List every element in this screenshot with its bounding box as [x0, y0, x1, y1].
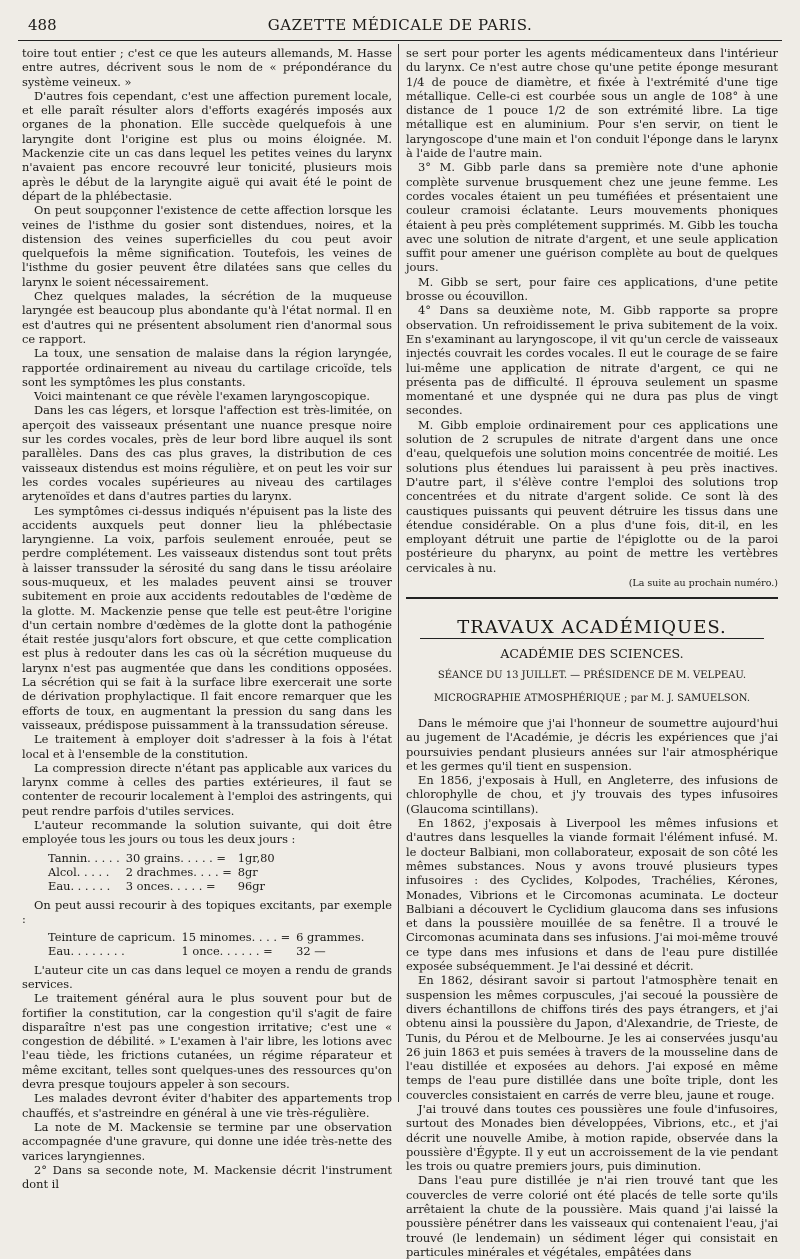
ingredient: Tannin. . . . .	[48, 850, 120, 865]
academy-heading: ACADÉMIE DES SCIENCES.	[500, 646, 684, 662]
paragraph: Le traitement général aura le plus souvent pour but de fortifier la constitution, car la congestion qu'il s'agit de faire disparaître n'est pas une congestion irritative; c'est une « congestion de débilité. » L'examen à l'air libre, les lotions avec l'eau tiède, les frictions cutanées, un régime réparateur et même excitant, telles sont quelques-unes des ressources qu'on devra presque toujours appeler à son secours.	[22, 991, 392, 1092]
recipe-row	[48, 851, 281, 865]
ingredient: Eau. . . . . .	[48, 879, 111, 894]
paragraph: La compression directe n'étant pas applicable aux varices du larynx comme à celles des parties extérieures, il faut se contenter de recourir localement à l'emploi des astringents, qui peut rendre parfois d'utiles services.	[22, 760, 392, 818]
recipe-table-1	[48, 851, 281, 894]
paragraph: 4° Dans sa deuxième note, M. Gibb rapporte sa propre observation. Un refroidissement le priva subitement de la voix. En s'examinant au laryngoscope, il vit qu'un cercle de vaisseaux injectés couvrait les cordes vocales. Il eut le courage de se faire lui-même une application de nitrate d'argent, ce qui ne présenta pas de difficulté. Il éprouva seulement un spasme momentané et une dyspnée qui ne dura pas plus de vingt secondes.	[406, 303, 778, 418]
paragraph: D'autres fois cependant, c'est une affection purement locale, et elle paraît résulter alors d'efforts exagérés imposés aux organes de la phonation. Elle succède quelquefois à une laryngite dont l'origine est plus ou moins éloignée. M. Mackenzie cite un cas dans lequel les petites veines du larynx n'avaient pas encore recouvré leur tonicité, plusieurs mois après le début de la laryngite aiguë qui avait été le point de départ de la phlébectasie.	[22, 88, 392, 203]
left-column	[22, 46, 392, 1191]
paragraph: La toux, une sensation de malaise dans la région laryngée, rapportée ordinairement au niveau du cartilage cricoïde, tels sont les symptômes les plus constants.	[22, 346, 392, 389]
quantity: 1 once. . . . . . =	[181, 944, 273, 959]
paragraph: toire tout entier ; c'est ce que les auteurs allemands, M. Hasse entre autres, décrivent sous le nom de « prépondérance du système veineux. »	[22, 46, 392, 89]
paragraph: M. Gibb emploie ordinairement pour ces applications une solution de 2 scrupules de nitrate d'argent dans une once d'eau, quelquefois une solution moins concentrée de moitié. Les solutions plus étendues lui paraissent à peu près inactives. D'autre part, il s'élève contre l'emploi des solutions trop concentrées et du nitrate d'argent solide. Ce sont là des caustiques puissants qui peuvent détruire les tissus dans une étendue considérable. On a plus d'une fois, dit-il, en les employant détruit une partie de l'épiglotte ou de la paroi postérieure du pharynx, au point de mettre les vertèbres cervicales à nu.	[406, 417, 778, 575]
metric: 6 grammes.	[296, 930, 365, 945]
paragraph: J'ai trouvé dans toutes ces poussières une foule d'infusoires, surtout des Monades bien développées, Vibrions, etc., et j'ai décrit une nouvelle Amibe, à motion rapide, observée dans la poussière d'Égypte. Il y eut un accroissement de la vie pendant les trois ou quatre premiers jours, puis diminution.	[406, 1101, 778, 1174]
paragraph: Dans le mémoire que j'ai l'honneur de soumettre aujourd'hui au jugement de l'Académie, je décris les expériences que j'ai poursuivies pendant plusieurs années sur l'air atmosphérique et les germes qu'il tient en suspension.	[406, 715, 778, 773]
paragraph: M. Gibb se sert, pour faire ces applications, d'une petite brosse ou écouvillon.	[406, 274, 778, 304]
column-divider	[398, 44, 399, 1102]
ingredient: Alcol. . . . .	[48, 864, 110, 879]
quantity: 2 drachmes. . . . =	[125, 864, 232, 879]
journal-title: GAZETTE MÉDICALE DE PARIS.	[267, 16, 533, 34]
metric: 32 —	[296, 944, 326, 959]
quantity: 3 onces. . . . . =	[125, 879, 216, 894]
recipe-row	[48, 944, 370, 958]
continued-note: (La suite au prochain numéro.)	[628, 577, 778, 589]
paragraph: se sert pour porter les agents médicamenteux dans l'intérieur du larynx. Ce n'est autre chose qu'une petite éponge mesurant 1/4 de pouce de diamètre, et fixée à l'extrémité d'une tige métallique. Celle-ci est courbée sous un angle de 108° à une distance de 1 pouce 1/2 de son extrémité libre. La tige métallique est en aluminium. Pour s'en servir, on tient le laryngoscope d'une main et l'on conduit l'éponge dans le larynx à l'aide de l'autre main.	[406, 46, 778, 161]
quantity: 30 grains. . . . . =	[125, 850, 226, 865]
metric: 1gr,80	[237, 850, 275, 865]
recipe-table-2	[48, 930, 370, 959]
session-heading: SÉANCE DU 13 JUILLET. — PRÉSIDENCE DE M. VELPEAU.	[437, 670, 747, 682]
paragraph: 3° M. Gibb parle dans sa première note d'une aphonie complète survenue brusquement chez une jeune femme. Les cordes vocales étaient un peu tuméfiées et présentaient une couleur cramoisi éclatante. Leurs mouvements phoniques étaient à peu près complétement supprimés. M. Gibb les toucha avec une solution de nitrate d'argent, et une seule application suffit pour amener une guérison complète au bout de quelques jours.	[406, 160, 778, 275]
page-number: 488	[28, 16, 57, 34]
paragraph: En 1856, j'exposais à Hull, en Angleterre, des infusions de chlorophylle de chou, et j'y trouvais des types infusoires (Glaucoma scintillans).	[406, 773, 778, 816]
paragraph: Voici maintenant ce que révèle l'examen laryngoscopique.	[34, 389, 371, 404]
ingredient: Eau. . . . . . . .	[48, 944, 125, 959]
paragraph: Dans l'eau pure distillée je n'ai rien trouvé tant que les couvercles de verre colorié ont été placés de telle sorte qu'ils arrêtaient la chute de la poussière. Mais quand j'ai laissé la poussière pénétrer dans les vaisseaux qui contenaient l'eau, j'ai trouvé (le lendemain) un sédiment léger qui consistait en particules minérales et végétales, empâtées dans	[406, 1173, 778, 1259]
metric: 8gr	[237, 864, 258, 879]
section-separator	[406, 597, 778, 599]
recipe-row	[48, 930, 370, 944]
recipe-row	[48, 879, 281, 893]
paragraph: On peut aussi recourir à des topiques excitants, par exemple :	[22, 897, 392, 926]
paragraph: Dans les cas légers, et lorsque l'affection est très-limitée, on aperçoit des vaisseaux présentant une nuance presque noire sur les cordes vocales, près de leur bord libre auquel ils sont parallèles. Dans des cas plus graves, la distribution de ces vaisseaux distendus est moins régulière, et on peut les voir sur les cordes vocales supérieures au niveau des cartilages arytenoïdes et dans d'autres parties du larynx.	[22, 403, 392, 504]
paragraph: L'auteur cite un cas dans lequel ce moyen a rendu de grands services.	[22, 962, 392, 991]
paragraph: Les symptômes ci-dessus indiqués n'épuisent pas la liste des accidents auxquels peut donner lieu la phlébectasie laryngienne. La voix, parfois seulement enrouée, peut se perdre complétement. Les vaisseaux distendus sont tout prêts à laisser transsuder la sérosité du sang dans le tissu aréolaire sous-muqueux, et les malades peuvent ainsi se trouver subitement en proie aux accidents redoutables de l'œdème de la glotte. M. Mackenzie pense que telle est peut-être l'origine d'un certain nombre d'œdèmes de la glotte dont la pathogénie était restée jusqu'alors fort obscure, et que cette complication est plus à redouter dans les cas où la sécrétion muqueuse du larynx n'est pas augmentée que dans les conditions opposées. La sécrétion qui se fait à la surface libre exercerait une sorte de dérivation prophylactique. Il fait encore remarquer que les efforts de toux, en augmentant la pression du sang dans les vaisseaux, prédispose puissamment à la transsudation séreuse.	[22, 503, 392, 732]
paragraph: 2° Dans sa seconde note, M. Mackensie décrit l'instrument dont il	[22, 1162, 392, 1192]
page-header	[18, 12, 782, 41]
ingredient: Teinture de capricum.	[48, 930, 176, 945]
right-column	[406, 46, 778, 1259]
paragraph: Les malades devront éviter d'habiter des appartements trop chauffés, et s'astreindre en général à une vie très-régulière.	[22, 1091, 392, 1120]
paragraph: La note de M. Mackensie se termine par une observation accompagnée d'une gravure, qui donne une idée très-nette des varices laryngiennes.	[22, 1119, 392, 1163]
paragraph: L'auteur recommande la solution suivante, qui doit être employée tous les jours ou tous les deux jours :	[22, 818, 392, 847]
section-title: TRAVAUX ACADÉMIQUES.	[420, 621, 764, 639]
paragraph: En 1862, j'exposais à Liverpool les mêmes infusions et d'autres dans lesquelles la viande formait l'élément infusé. M. le docteur Balbiani, mon collaborateur, exposait de son côté les mêmes substances. Nous y avons trouvé plusieurs types infusoires : des Cyclides, Kolpodes, Trachélies, Kérones, Monades, Vibrions et le Circomonas acuminata. Le docteur Balbiani a découvert le Cyclidium glaucoma dans ses infusions et dans la poussière mouillée de sa fenêtre. Il a trouvé le Circomonas acuminata dans ses infusions. J'ai moi-même trouvé ce type dans mes infusions et dans de l'eau pure distillée exposée subséquemment. Je l'ai dessiné et décrit.	[406, 816, 778, 974]
metric: 96gr	[237, 879, 265, 894]
quantity: 15 minomes. . . . =	[181, 930, 291, 945]
paragraph: Chez quelques malades, la sécrétion de la muqueuse laryngée est beaucoup plus abondante qu'à l'état normal. Il en est d'autres qui ne présentent absolument rien d'anormal sous ce rapport.	[22, 289, 392, 346]
paragraph: On peut soupçonner l'existence de cette affection lorsque les veines de l'isthme du gosier sont distendues, noires, et la distension des veines superficielles du cou peut avoir quelquefois la même signification. Toutefois, les veines de l'isthme du gosier peuvent être dilatées sans que celles du larynx le soient nécessairement.	[22, 203, 392, 289]
paragraph: Le traitement à employer doit s'adresser à la fois à l'état local et à l'ensemble de la constitution.	[22, 732, 392, 761]
recipe-row	[48, 865, 281, 879]
article-heading: MICROGRAPHIE ATMOSPHÉRIQUE ; par M. J. SAMUELSON.	[433, 692, 751, 704]
paragraph: En 1862, désirant savoir si partout l'atmosphère tenait en suspension les mêmes corpuscules, j'ai secoué la poussière de divers échantillons de chiffons tirés des pays étrangers, et j'ai obtenu ainsi la poussière du Japon, d'Alexandrie, de Trieste, de Tunis, du Pérou et de Melbourne. Je les ai conservées jusqu'au 26 juin 1863 et puis semées à travers de la mousseline dans de l'eau distillée et exposées au dehors. J'ai exposé en même temps de l'eau pure distillée dans une boîte triple, dont les couvercles consistaient en carrés de verre bleu, jaune et rouge.	[406, 973, 778, 1102]
